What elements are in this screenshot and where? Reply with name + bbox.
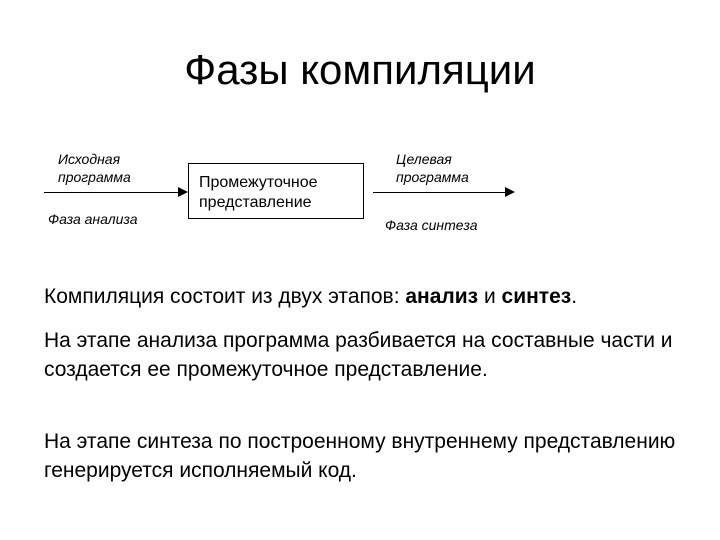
analysis-term: анализ [405,285,479,308]
synthesis-arrow-line [373,192,505,193]
overview-text: Компиляция состоит из двух этапов: [44,285,406,308]
analysis-arrowhead-icon [178,187,188,197]
intermediate-representation-box [188,163,364,219]
conjunction-text: и [478,285,502,308]
period-text: . [571,285,578,308]
slide-title: Фазы компиляции [184,46,536,93]
intermediate-representation-label: Промежуточное представление [199,174,318,211]
analysis-arrow-line [44,192,178,193]
synthesis-phase-label: Фаза синтеза [385,217,478,233]
paragraph-overview [44,282,684,311]
synthesis-term: синтез [501,285,572,308]
synthesis-arrowhead-icon [505,187,515,197]
analysis-phase-label: Фаза анализа [48,211,138,227]
paragraph-synthesis: На этапе синтеза по построенному внутреннему представлению генерируется исполняемый код. [44,430,676,482]
target-program-label: Целевая программа [396,151,469,185]
paragraph-analysis: На этапе анализа программа разбивается на составные части и создается ее промежуточное представление. [44,329,673,381]
source-program-label: Исходная программа [58,151,131,185]
